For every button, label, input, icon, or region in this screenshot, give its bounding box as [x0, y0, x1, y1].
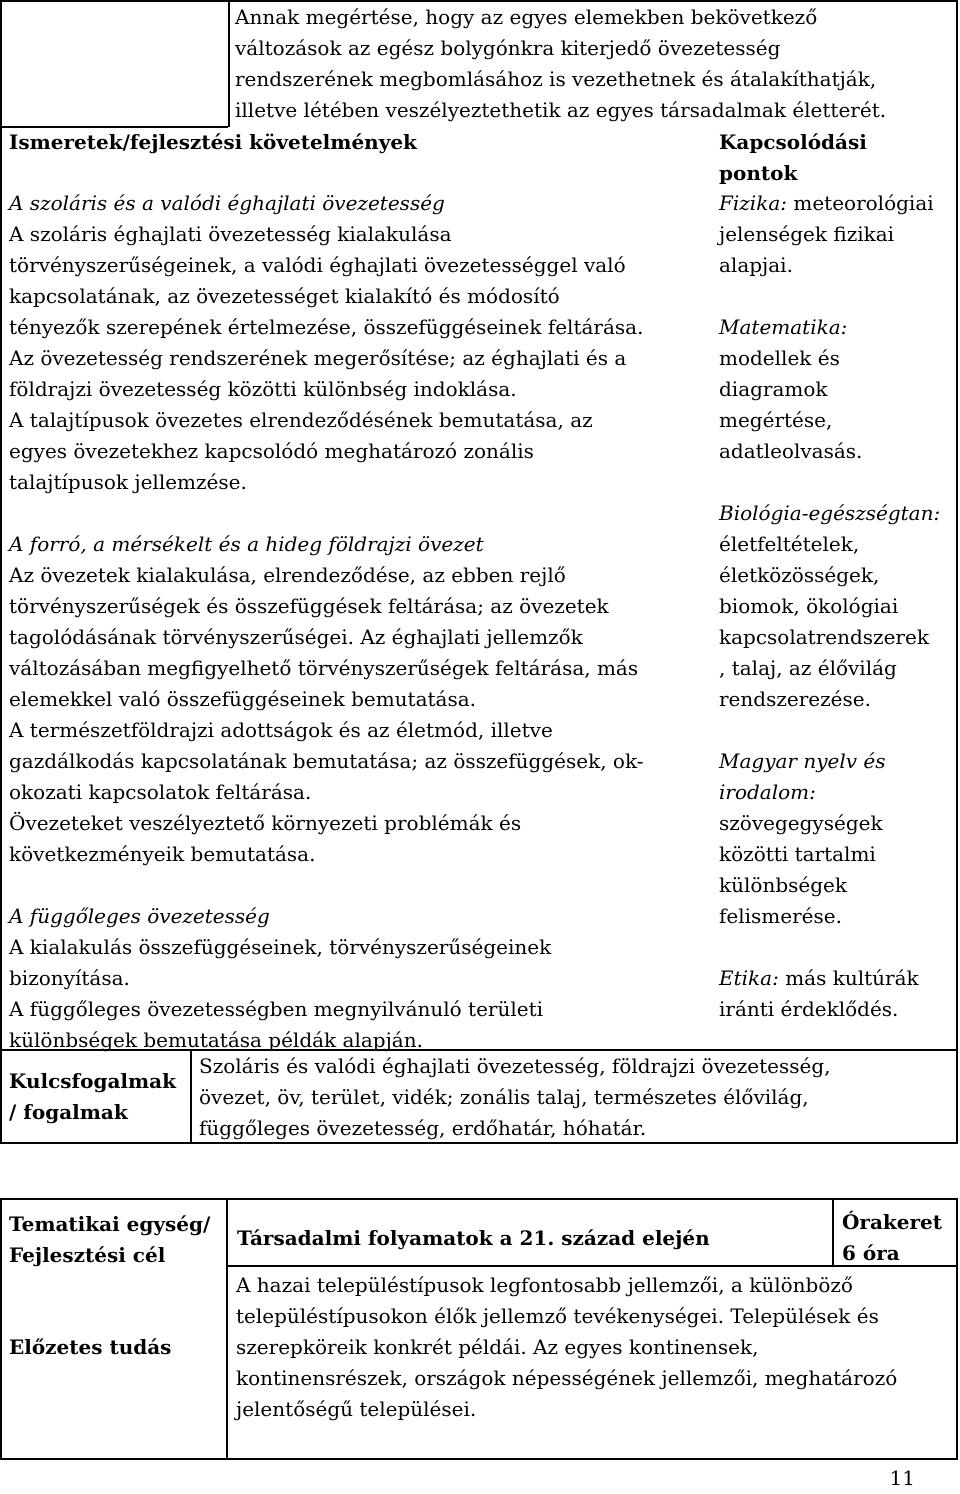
keywords-col-divider: [190, 1049, 192, 1144]
section-line: bizonyítása.: [9, 966, 130, 990]
connection-line: [719, 188, 955, 219]
prior-line: kontinensrészek, országok népességének jellemzői, meghatározó: [236, 1366, 898, 1390]
top-line: változások az egész bolygónkra kiterjedő övezetesség: [235, 36, 781, 60]
section-line: talajtípusok jellemzése.: [9, 470, 247, 494]
connection-line: életközösségek,: [719, 563, 880, 587]
section-line: egyes övezetekhez kapcsolódó meghatározó zonális: [9, 439, 534, 463]
hours-box: [842, 1207, 942, 1269]
header-connections: [719, 127, 867, 189]
top-cell: [235, 2, 955, 126]
connection-line: modellek és: [719, 346, 840, 370]
connection-line: adatleolvasás.: [719, 439, 863, 463]
prior-line: településtípusokon élők jellemző tevékenységei. Települések és: [236, 1304, 879, 1328]
section-line: törvényszerűségeinek, a valódi éghajlati övezetességgel való: [9, 253, 626, 277]
section-line: A természetföldrajzi adottságok és az életmód, illetve: [9, 718, 553, 742]
section-line: tagolódásának törvényszerűségei. Az éghajlati jellemzők: [9, 625, 583, 649]
prior-line: szerepköreik konkrét példái. Az egyes kontinensek,: [236, 1335, 759, 1359]
keywords-label: [9, 1066, 176, 1128]
unit-label-line: Fejlesztési cél: [9, 1243, 166, 1267]
top-line: illetve létében veszélyeztethetik az egyes társadalmak életterét.: [235, 98, 887, 122]
connection-line: [719, 963, 955, 994]
section-line: elemekkel való összefüggéseinek bemutatása.: [9, 687, 477, 711]
connection-line: rendszerezése.: [719, 687, 871, 711]
unit-label: [9, 1209, 210, 1271]
border-right: [956, 1198, 958, 1460]
section-line: földrajzi övezetesség közötti különbség indoklása.: [9, 377, 517, 401]
section-line: gazdálkodás kapcsolatának bemutatása; az összefüggések, ok-: [9, 749, 644, 773]
unit-label-line: Tematikai egység/: [9, 1212, 211, 1236]
hours-value: 6 óra: [842, 1241, 900, 1265]
connection-line: iránti érdeklődés.: [719, 997, 899, 1021]
section-line: okozati kapcsolatok feltárása.: [9, 780, 312, 804]
top-line: rendszerének megbomlásához is vezethetnek és átalakíthatják,: [235, 67, 877, 91]
prior-line: A hazai településtípusok legfontosabb jellemzői, a különböző: [236, 1273, 853, 1297]
section-line: tényezők szerepének értelmezése, összefüggéseinek feltárása.: [9, 315, 644, 339]
section-line: különbségek bemutatása példák alapján.: [9, 1028, 423, 1052]
connection-line: alapjai.: [719, 253, 793, 277]
border-right: [956, 0, 958, 1144]
section-line: változásában megfigyelhető törvényszerűségek feltárása, más: [9, 656, 639, 680]
section-line: A szoláris éghajlati övezetesség kialakulása: [9, 222, 452, 246]
keywords-label-line: / fogalmak: [9, 1100, 128, 1124]
keywords-line: Szoláris és valódi éghajlati övezetesség, földrajzi övezetesség,: [199, 1054, 831, 1078]
connection-line: különbségek: [719, 873, 847, 897]
requirements-content: [9, 188, 709, 1056]
connection-subject: Matematika:: [719, 315, 848, 339]
header-requirements: Ismeretek/fejlesztési követelmények: [9, 130, 417, 154]
section-line: A kialakulás összefüggéseinek, törvényszerűségeinek: [9, 935, 552, 959]
section-line: A talajtípusok övezetes elrendeződésének bemutatása, az: [9, 408, 593, 432]
top-row-divider-vertical: [228, 0, 230, 127]
connection-line: szövegegységek: [719, 811, 883, 835]
section-line: kapcsolatának, az övezetességet kialakító és módosító: [9, 284, 560, 308]
connection-line: , talaj, az élővilág: [719, 656, 897, 680]
unit-table: [0, 1198, 958, 1460]
connections-content: [719, 188, 955, 1025]
connection-line: diagramok: [719, 377, 828, 401]
connection-line: közötti tartalmi: [719, 842, 876, 866]
connection-subject: Etika:: [719, 966, 779, 990]
prior-text: [236, 1270, 954, 1425]
connection-line: életfeltételek,: [719, 532, 860, 556]
section-title: A forró, a mérsékelt és a hideg földrajzi övezet: [9, 532, 484, 556]
header-connections-line: Kapcsolódási: [719, 130, 867, 154]
connection-line: felismerése.: [719, 904, 842, 928]
border-top: [0, 1198, 958, 1200]
connection-line: biomok, ökológiai: [719, 594, 899, 618]
keywords-text: [199, 1051, 954, 1144]
section-line: A függőleges övezetességben megnyilvánuló területi: [9, 997, 544, 1021]
connection-subject: Fizika:: [719, 191, 787, 215]
section-line: Az övezetek kialakulása, elrendeződése, az ebben rejlő: [9, 563, 566, 587]
border-left: [0, 1198, 2, 1460]
page-number: 11: [889, 1466, 915, 1490]
connection-rest: más kultúrák: [785, 966, 919, 990]
section-line: Övezeteket veszélyeztető környezeti problémák és: [9, 811, 522, 835]
header-connections-line: pontok: [719, 161, 798, 185]
keywords-line: függőleges övezetesség, erdőhatár, hóhatár.: [199, 1116, 647, 1140]
connection-line: jelenségek fizikai: [719, 222, 895, 246]
prior-line: jelentőségű települései.: [236, 1397, 477, 1421]
keywords-label-line: Kulcsfogalmak: [9, 1069, 176, 1093]
hours-col-divider: [832, 1198, 834, 1267]
connection-subject: irodalom:: [719, 780, 816, 804]
connection-line: megértése,: [719, 408, 833, 432]
border-left: [0, 0, 2, 1144]
connection-subject: Biológia-egészségtan:: [719, 501, 941, 525]
hours-label: Órakeret: [842, 1210, 942, 1234]
section-line: következményeik bemutatása.: [9, 842, 316, 866]
unit-title: Társadalmi folyamatok a 21. század elején: [237, 1226, 710, 1250]
keywords-line: övezet, öv, terület, vidék; zonális talaj, természetes élővilág,: [199, 1085, 809, 1109]
connection-line: kapcsolatrendszerek: [719, 625, 929, 649]
section-line: törvényszerűségek és összefüggések feltárása; az övezetek: [9, 594, 609, 618]
border-bottom: [0, 1458, 958, 1460]
connection-subject: Magyar nyelv és: [719, 749, 886, 773]
section-title: A függőleges övezetesség: [9, 904, 270, 928]
connection-rest: meteorológiai: [793, 191, 934, 215]
prior-label: Előzetes tudás: [9, 1335, 172, 1359]
section-title: A szoláris és a valódi éghajlati övezetesség: [9, 191, 445, 215]
col-divider: [226, 1198, 228, 1460]
top-line: Annak megértése, hogy az egyes elemekben bekövetkező: [235, 5, 818, 29]
section-line: Az övezetesség rendszerének megerősítése; az éghajlati és a: [9, 346, 627, 370]
